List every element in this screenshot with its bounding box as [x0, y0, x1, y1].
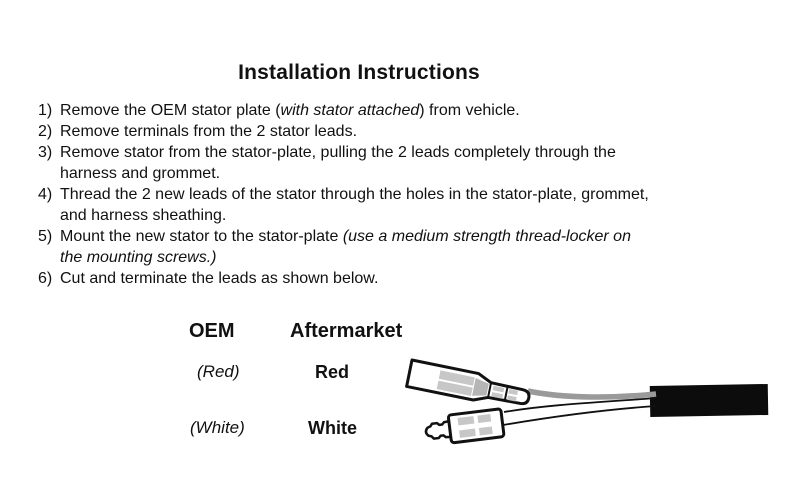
page-title: Installation Instructions — [238, 61, 480, 84]
column-header-aftermarket: Aftermarket — [290, 320, 403, 342]
lead-termination-diagram — [380, 340, 800, 481]
step-text: and harness sheathing. — [60, 207, 227, 224]
harness-sheathing — [650, 384, 769, 417]
bullet-connector-body — [448, 409, 504, 443]
step-line-continuation — [38, 247, 649, 268]
label-oem-red: (Red) — [197, 362, 240, 381]
step-text: Thread the 2 new leads of the stator through the holes in the stator-plate, grommet, — [60, 186, 649, 203]
step-line — [38, 121, 649, 142]
step-line — [38, 184, 649, 205]
female-spade-connector — [407, 360, 532, 411]
step-number: 2) — [38, 123, 53, 140]
bullet-connector — [424, 409, 504, 446]
label-oem-white: (White) — [190, 418, 245, 437]
bullet-connector-shade — [479, 426, 493, 435]
step-number: 4) — [38, 186, 53, 203]
label-aftermarket-red: Red — [315, 362, 350, 382]
step-text: Cut and terminate the leads as shown below. — [60, 270, 379, 287]
step-text: Remove stator from the stator-plate, pulling the 2 leads completely through the — [60, 144, 616, 161]
spade-connector-outline — [407, 360, 532, 411]
step-number: 5) — [38, 228, 53, 245]
step-number: 6) — [38, 270, 53, 287]
step-number: 1) — [38, 102, 53, 119]
step-text: ) from vehicle. — [419, 102, 520, 119]
step-line-continuation — [38, 163, 649, 184]
column-header-oem: OEM — [189, 320, 235, 342]
step-text: Remove terminals from the 2 stator leads. — [60, 123, 358, 140]
step-number: 3) — [38, 144, 53, 161]
step-text-italic: with stator attached — [280, 102, 420, 119]
label-aftermarket-white: White — [308, 418, 357, 438]
step-text-italic: (use a medium strength thread-locker on — [342, 228, 631, 245]
step-line — [38, 100, 649, 121]
step-line-continuation — [38, 205, 649, 226]
step-text: Remove the OEM stator plate ( — [60, 102, 281, 119]
instruction-step-list — [38, 100, 649, 289]
step-text-italic: the mounting screws.) — [60, 249, 217, 266]
step-line — [38, 268, 649, 289]
step-text: Mount the new stator to the stator-plate — [60, 228, 343, 245]
bullet-connector-shade — [477, 414, 491, 423]
step-line — [38, 226, 649, 247]
step-text: harness and grommet. — [60, 165, 221, 182]
red-lead-wire — [528, 391, 656, 397]
step-line — [38, 142, 649, 163]
